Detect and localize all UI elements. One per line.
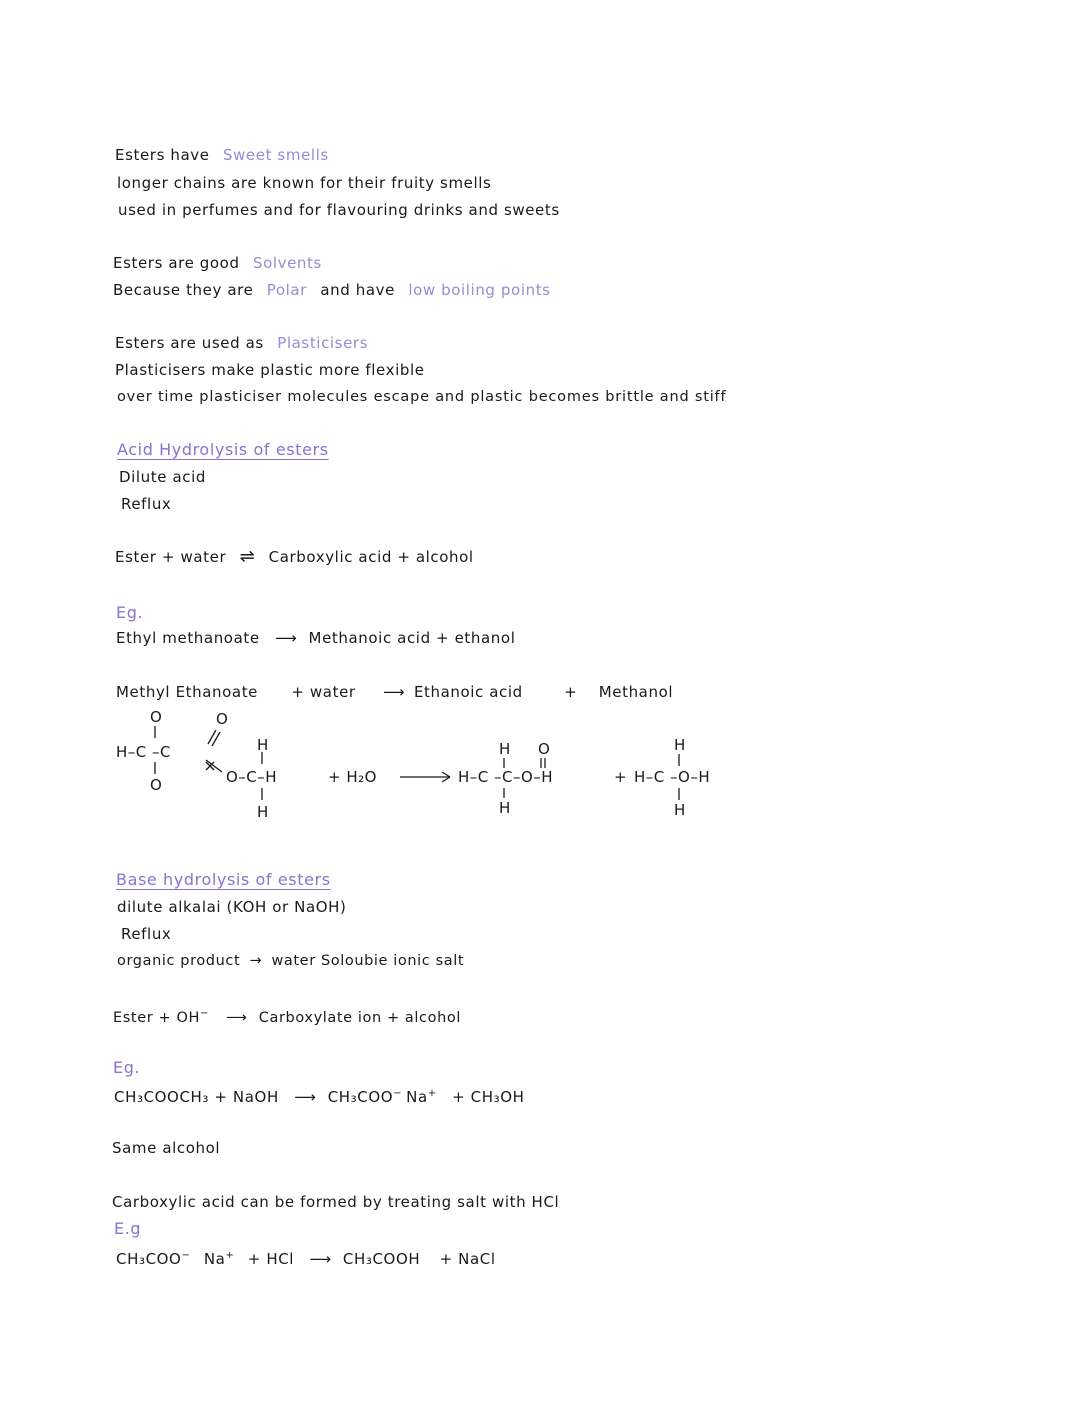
text: Ethyl methanoate — [116, 629, 260, 647]
text: water Soloubie ionic salt — [271, 953, 465, 969]
text: CH₃COOH — [342, 1250, 421, 1268]
condition-reflux: Reflux — [121, 495, 172, 513]
acid-general-equation — [115, 547, 474, 567]
hydrogen-atom: H — [499, 740, 511, 758]
text: Carboxylic acid + alcohol — [268, 548, 474, 566]
highlight-sweet-smells: Sweet smells — [222, 146, 329, 164]
sweet-smells-line — [115, 145, 329, 165]
text: organic product — [117, 953, 241, 969]
plasticisers-flexible-line: Plasticisers make plastic more flexible — [115, 361, 425, 379]
equilibrium-icon: ⇌ — [239, 546, 256, 567]
text: Ethanoic acid — [413, 683, 523, 701]
highlight-low-boiling: low boiling points — [408, 281, 551, 299]
reaction-arrow — [442, 777, 450, 782]
arrow-icon: ⟶ — [275, 629, 298, 647]
organic-product-line — [117, 951, 464, 971]
acid-chain: H–C –C–O–H — [458, 768, 554, 786]
text: and have — [320, 281, 395, 299]
carboxylic-acid-line: Carboxylic acid can be formed by treating salt with HCl — [112, 1193, 560, 1211]
brittle-line: over time plasticiser molecules escape and plastic becomes brittle and stiff — [117, 389, 727, 405]
text: Ester + OH — [113, 1009, 200, 1026]
ethyl-methanoate-equation — [116, 628, 515, 648]
solvents-line — [113, 253, 322, 273]
highlight-polar: Polar — [266, 281, 307, 299]
text: Esters are good — [113, 254, 240, 272]
oxygen-atom: O — [150, 776, 163, 794]
text: Esters are used as — [115, 334, 264, 352]
text: + CH₃OH — [452, 1088, 525, 1106]
text: Methyl Ethanoate — [116, 683, 259, 701]
arrow-icon: ⟶ — [383, 683, 407, 701]
text: Ester + water — [115, 548, 227, 566]
hydrogen-atom: H — [674, 801, 686, 819]
base-general-equation — [113, 1004, 461, 1028]
text: CH₃COOCH₃ + NaOH — [114, 1088, 279, 1106]
example-label: Eg. — [113, 1058, 141, 1077]
reaction-arrow — [442, 772, 450, 777]
bond — [206, 760, 222, 772]
text: Na — [406, 1088, 428, 1106]
example-label: Eg. — [116, 603, 144, 622]
longer-chains-line: longer chains are known for their fruity smells — [117, 174, 492, 192]
example-label: E.g — [114, 1219, 142, 1238]
text: + — [564, 683, 578, 701]
superscript: − — [199, 1008, 209, 1019]
hydrogen-atom: H — [499, 799, 511, 817]
superscript: + — [427, 1088, 437, 1099]
arrow-icon: ⟶ — [226, 1009, 248, 1026]
plasticisers-line — [115, 333, 368, 353]
condition-dilute-acid: Dilute acid — [119, 468, 206, 486]
acid-hydrolysis-heading: Acid Hydrolysis of esters — [117, 440, 329, 459]
oxygen-atom: O — [150, 708, 163, 726]
arrow-icon: ⟶ — [294, 1088, 317, 1106]
highlight-plasticisers: Plasticisers — [277, 334, 369, 352]
hydrogen-atom: H — [257, 803, 269, 821]
superscript: − — [181, 1250, 191, 1261]
base-example-equation — [114, 1084, 525, 1107]
same-alcohol-line: Same alcohol — [112, 1139, 221, 1157]
perfumes-line: used in perfumes and for flavouring drinks and sweets — [118, 201, 560, 219]
text: Carboxylate ion + alcohol — [258, 1009, 461, 1026]
condition-dilute-alkali: dilute alkalai (KOH or NaOH) — [117, 898, 347, 916]
highlight-solvents: Solvents — [252, 254, 322, 272]
text: + water — [291, 683, 356, 701]
structural-formula-diagram — [110, 700, 790, 825]
text: Methanoic acid + ethanol — [308, 629, 516, 647]
hydrogen-atom: H — [674, 736, 686, 754]
methanol-chain: H–C –O–H — [634, 768, 711, 786]
hydrogen-atom: H — [257, 736, 269, 754]
text: + HCl — [247, 1250, 295, 1268]
text: Na — [203, 1250, 226, 1268]
condition-reflux: Reflux — [121, 925, 172, 943]
plus-sign: + — [614, 768, 628, 786]
text: Esters have — [115, 146, 210, 164]
superscript: − — [393, 1088, 403, 1099]
polar-line — [113, 280, 551, 300]
water-reactant: + H₂O — [328, 768, 377, 786]
text: + NaCl — [439, 1250, 496, 1268]
base-hydrolysis-heading: Base hydrolysis of esters — [116, 870, 331, 889]
oxygen-atom: O — [538, 740, 551, 758]
arrow-icon: → — [249, 953, 263, 969]
text: Because they are — [113, 281, 254, 299]
arrow-icon: ⟶ — [309, 1250, 332, 1268]
hcl-example-equation — [116, 1246, 496, 1269]
oxygen-atom: O — [216, 710, 229, 728]
superscript: + — [225, 1250, 235, 1261]
text: Methanol — [598, 683, 674, 701]
text: CH₃COO — [327, 1088, 394, 1106]
o-c-h-group: O–C–H — [226, 768, 278, 786]
carbon-chain: H–C –C — [116, 743, 171, 761]
methyl-ethanoate-equation — [116, 682, 673, 702]
text: CH₃COO — [116, 1250, 182, 1268]
